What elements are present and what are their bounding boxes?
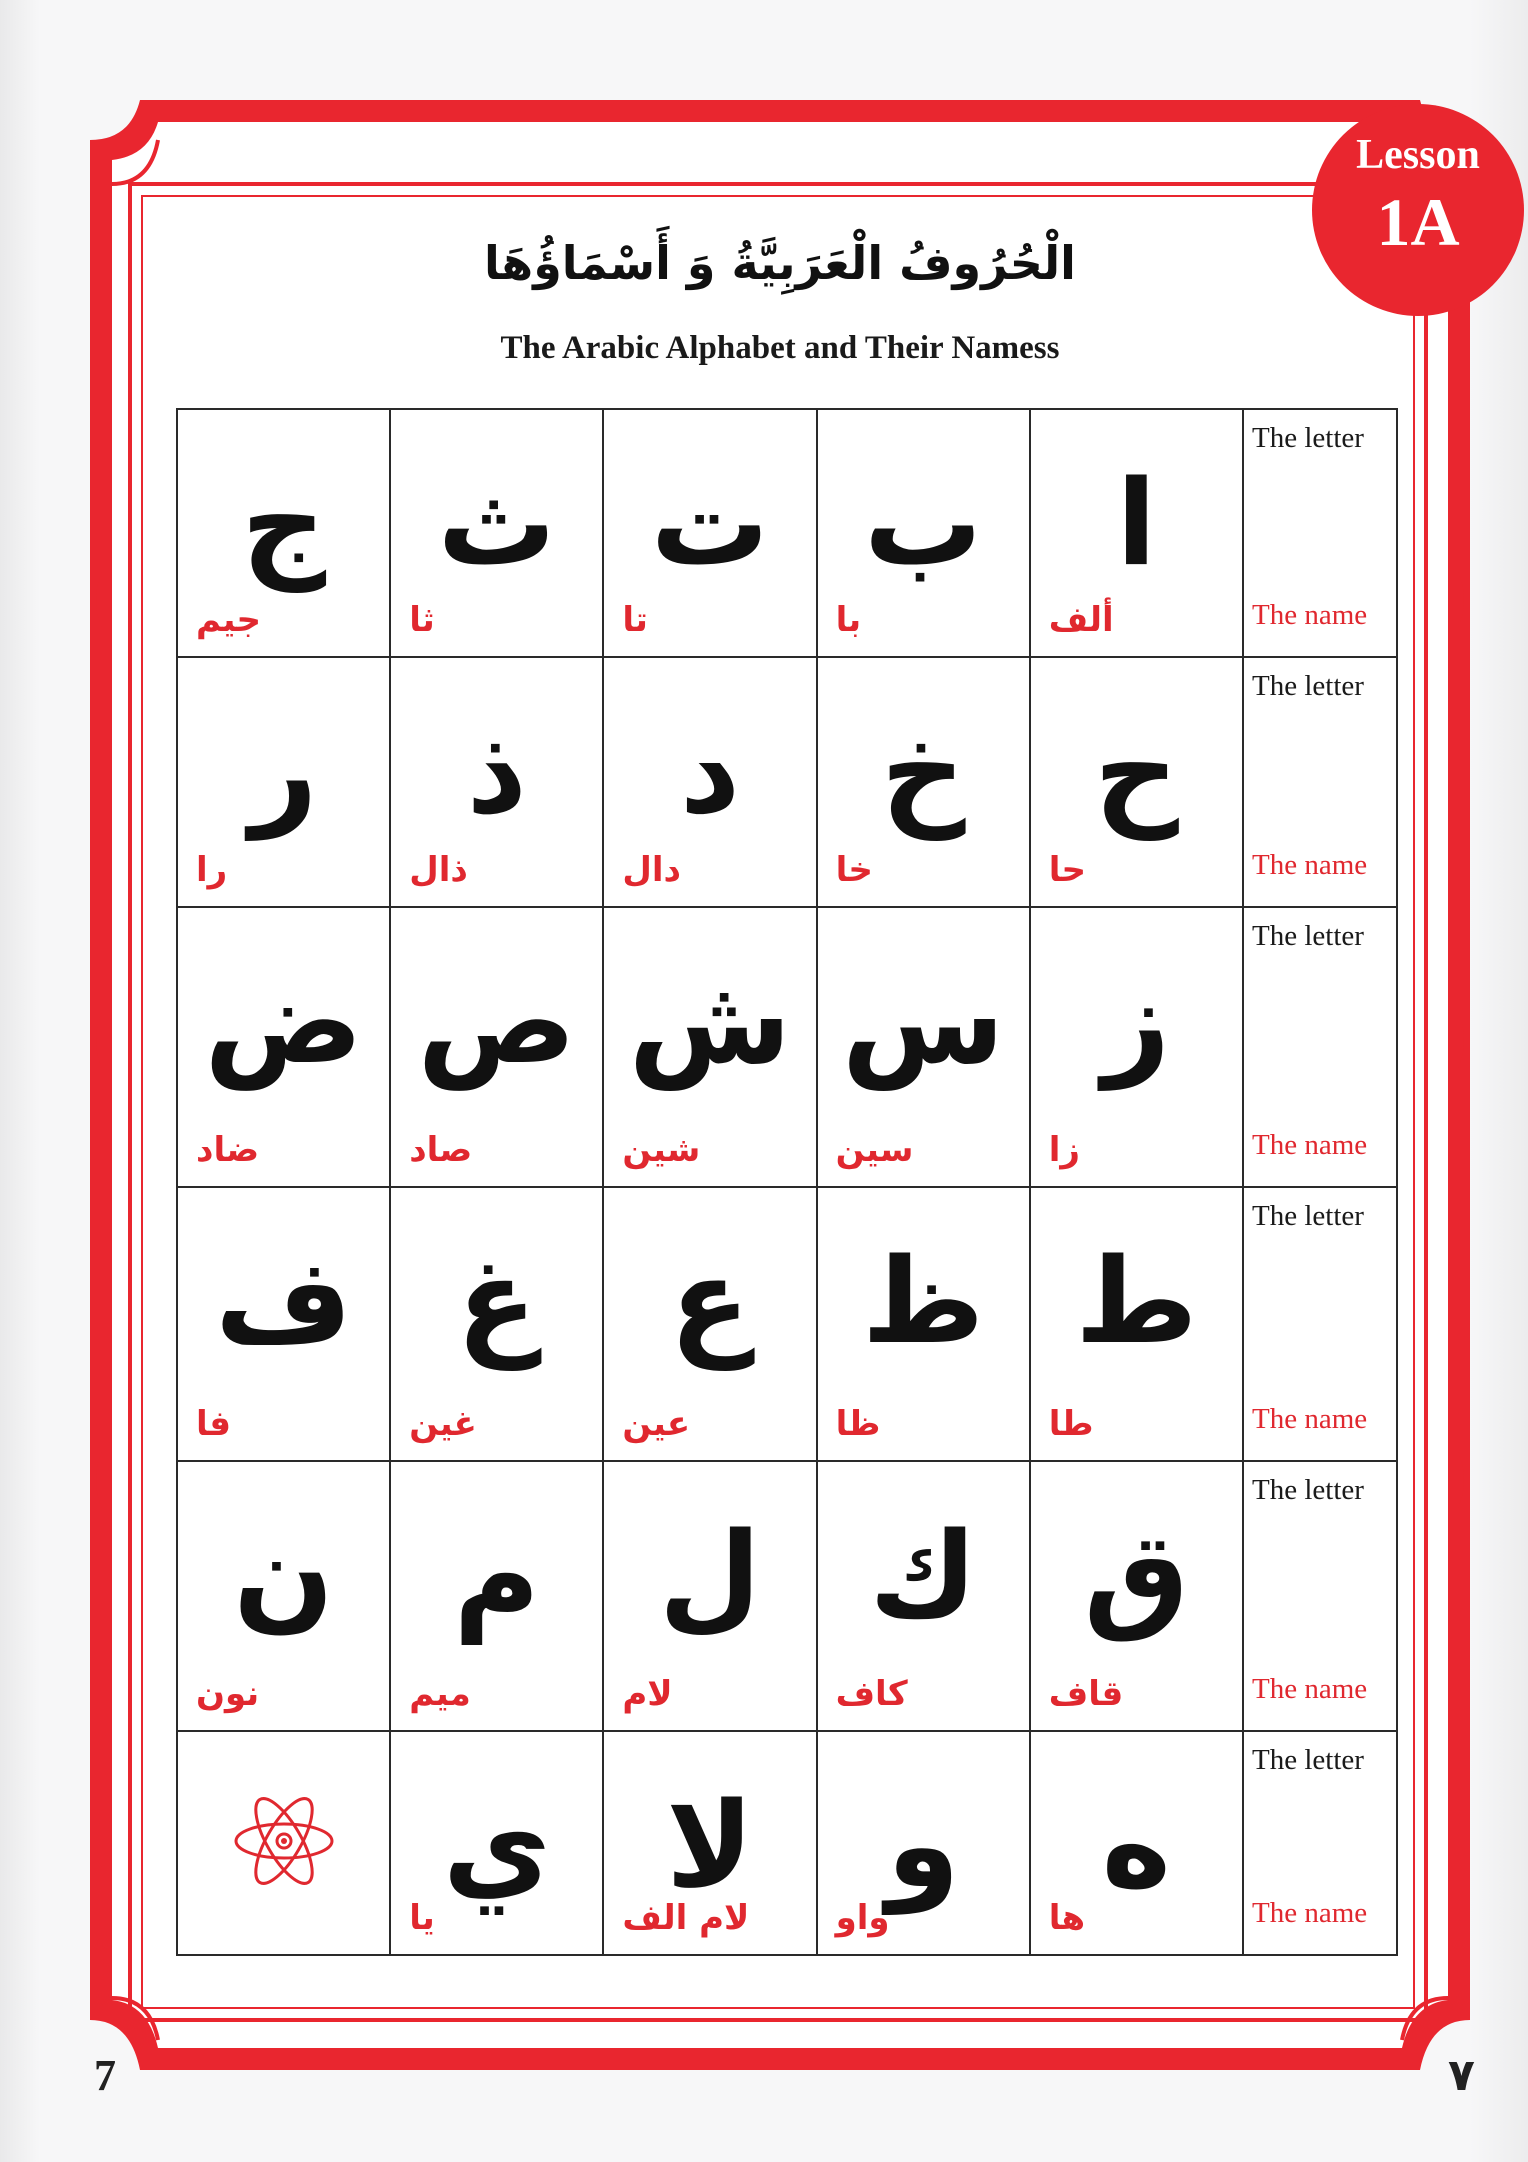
letter-name: دال <box>622 850 681 890</box>
arabic-letter: ت <box>650 454 770 592</box>
letter-cell <box>603 1731 816 1955</box>
row-label-cell <box>1243 1187 1397 1461</box>
letter-name: يا <box>409 1898 435 1938</box>
label-the-name: The name <box>1252 1897 1368 1929</box>
letter-cell <box>390 409 603 657</box>
arabic-letter: ذ <box>466 702 528 840</box>
lesson-badge <box>1312 104 1524 316</box>
letter-cell <box>603 1187 816 1461</box>
page-number-right: ٧ <box>1448 2050 1475 2101</box>
arabic-letter: لا <box>666 1776 754 1914</box>
arabic-letter: ق <box>1083 1506 1190 1644</box>
letter-name: صاد <box>409 1130 473 1170</box>
letter-name: ذال <box>409 850 468 890</box>
letter-name: ميم <box>409 1674 471 1714</box>
atom-icon <box>229 1796 339 1890</box>
letter-cell <box>603 1461 816 1731</box>
letter-name: قاف <box>1048 1674 1124 1714</box>
table-row <box>177 1461 1397 1731</box>
arabic-letter: خ <box>880 702 966 840</box>
label-the-letter: The letter <box>1252 1200 1364 1232</box>
arabic-letter: س <box>841 952 1005 1090</box>
letter-cell <box>1030 1461 1243 1731</box>
letter-cell <box>390 1731 603 1955</box>
row-label-cell <box>1243 657 1397 907</box>
letter-name: لام الف <box>622 1898 750 1938</box>
letter-cell <box>817 1731 1030 1955</box>
letter-cell <box>390 1187 603 1461</box>
arabic-letter: ا <box>1116 454 1157 592</box>
arabic-letter: ك <box>869 1506 978 1644</box>
letter-cell <box>603 907 816 1187</box>
arabic-title: الْحُرُوفُ الْعَرَبِيَّةُ وَ أَسْمَاؤُهَا <box>484 236 1076 290</box>
letter-name: ألف <box>1048 600 1114 640</box>
arabic-letter: ه <box>1101 1776 1172 1914</box>
label-the-name: The name <box>1252 1129 1368 1161</box>
table-row <box>177 1731 1397 1955</box>
letter-cell <box>817 1461 1030 1731</box>
letter-cell <box>817 409 1030 657</box>
letter-name: زا <box>1048 1130 1080 1170</box>
page-number-left: 7 <box>94 2051 116 2100</box>
lesson-number: 1A <box>1376 184 1460 260</box>
arabic-letter: ب <box>863 454 983 592</box>
label-the-letter: The letter <box>1252 1744 1364 1776</box>
arabic-letter: ط <box>1075 1232 1198 1370</box>
label-the-name: The name <box>1252 599 1368 631</box>
arabic-letter: ف <box>215 1232 353 1370</box>
letter-cell <box>1030 657 1243 907</box>
letter-name: لام <box>622 1674 673 1714</box>
letter-name: واو <box>835 1898 890 1938</box>
letter-name: خا <box>835 850 873 890</box>
letter-name: فا <box>196 1404 232 1444</box>
arabic-letter: و <box>886 1776 960 1914</box>
arabic-letter: ص <box>417 952 577 1090</box>
letter-name: كاف <box>835 1674 908 1714</box>
letter-cell <box>603 657 816 907</box>
letter-name: ظا <box>835 1404 881 1444</box>
letter-cell <box>390 907 603 1187</box>
arabic-letter: د <box>679 702 741 840</box>
arabic-letter: ل <box>658 1506 762 1644</box>
letter-name: طا <box>1048 1404 1094 1444</box>
arabic-letter: ج <box>241 454 327 592</box>
arabic-letter: ح <box>1093 702 1179 840</box>
lesson-label: Lesson <box>1356 132 1480 178</box>
arabic-letter: ن <box>233 1506 334 1644</box>
letter-cell <box>1030 409 1243 657</box>
letter-cell <box>1030 1187 1243 1461</box>
table-row <box>177 907 1397 1187</box>
label-the-name: The name <box>1252 849 1368 881</box>
arabic-letter: ظ <box>861 1232 985 1370</box>
letter-name: نون <box>196 1674 260 1714</box>
table-row <box>177 409 1397 657</box>
letter-name: تا <box>622 600 648 640</box>
label-the-letter: The letter <box>1252 920 1364 952</box>
arabic-letter: ش <box>628 952 792 1090</box>
letter-cell <box>177 657 390 907</box>
letter-name: شين <box>622 1130 701 1170</box>
row-label-cell <box>1243 409 1397 657</box>
letter-name: ضاد <box>196 1130 260 1170</box>
label-the-letter: The letter <box>1252 422 1364 454</box>
letter-name: جيم <box>196 600 262 640</box>
table-row <box>177 1187 1397 1461</box>
row-label-cell <box>1243 1461 1397 1731</box>
letter-cell <box>817 1187 1030 1461</box>
letter-cell <box>1030 1731 1243 1955</box>
letter-cell <box>1030 907 1243 1187</box>
letter-name: با <box>835 600 862 640</box>
arabic-letter: ز <box>1102 952 1171 1090</box>
english-title: The Arabic Alphabet and Their Namess <box>500 330 1060 366</box>
table-row <box>177 657 1397 907</box>
letter-cell <box>603 409 816 657</box>
letter-cell <box>817 907 1030 1187</box>
letter-cell <box>817 657 1030 907</box>
letter-cell <box>177 1461 390 1731</box>
arabic-letter: ر <box>249 702 318 840</box>
atom-cell <box>177 1731 390 1955</box>
letter-cell <box>177 907 390 1187</box>
letter-name: را <box>196 850 228 890</box>
row-label-cell <box>1243 1731 1397 1955</box>
letter-name: حا <box>1048 850 1087 890</box>
letter-cell <box>390 657 603 907</box>
arabic-letter: ض <box>204 952 363 1090</box>
alphabet-table <box>176 408 1398 1956</box>
letter-cell <box>177 1187 390 1461</box>
label-the-name: The name <box>1252 1403 1368 1435</box>
label-the-letter: The letter <box>1252 1474 1364 1506</box>
arabic-letter: ي <box>442 1776 551 1914</box>
label-the-name: The name <box>1252 1673 1368 1705</box>
letter-cell <box>390 1461 603 1731</box>
arabic-letter: ث <box>437 454 557 592</box>
letter-name: سين <box>835 1130 914 1170</box>
arabic-letter: م <box>453 1506 541 1644</box>
letter-name: غين <box>409 1404 477 1444</box>
row-label-cell <box>1243 907 1397 1187</box>
label-the-letter: The letter <box>1252 670 1364 702</box>
arabic-letter: ع <box>669 1232 751 1370</box>
arabic-letter: غ <box>456 1232 538 1370</box>
letter-name: ها <box>1048 1898 1086 1938</box>
letter-name: عين <box>622 1404 691 1444</box>
letter-name: ثا <box>409 600 435 640</box>
letter-cell <box>177 409 390 657</box>
